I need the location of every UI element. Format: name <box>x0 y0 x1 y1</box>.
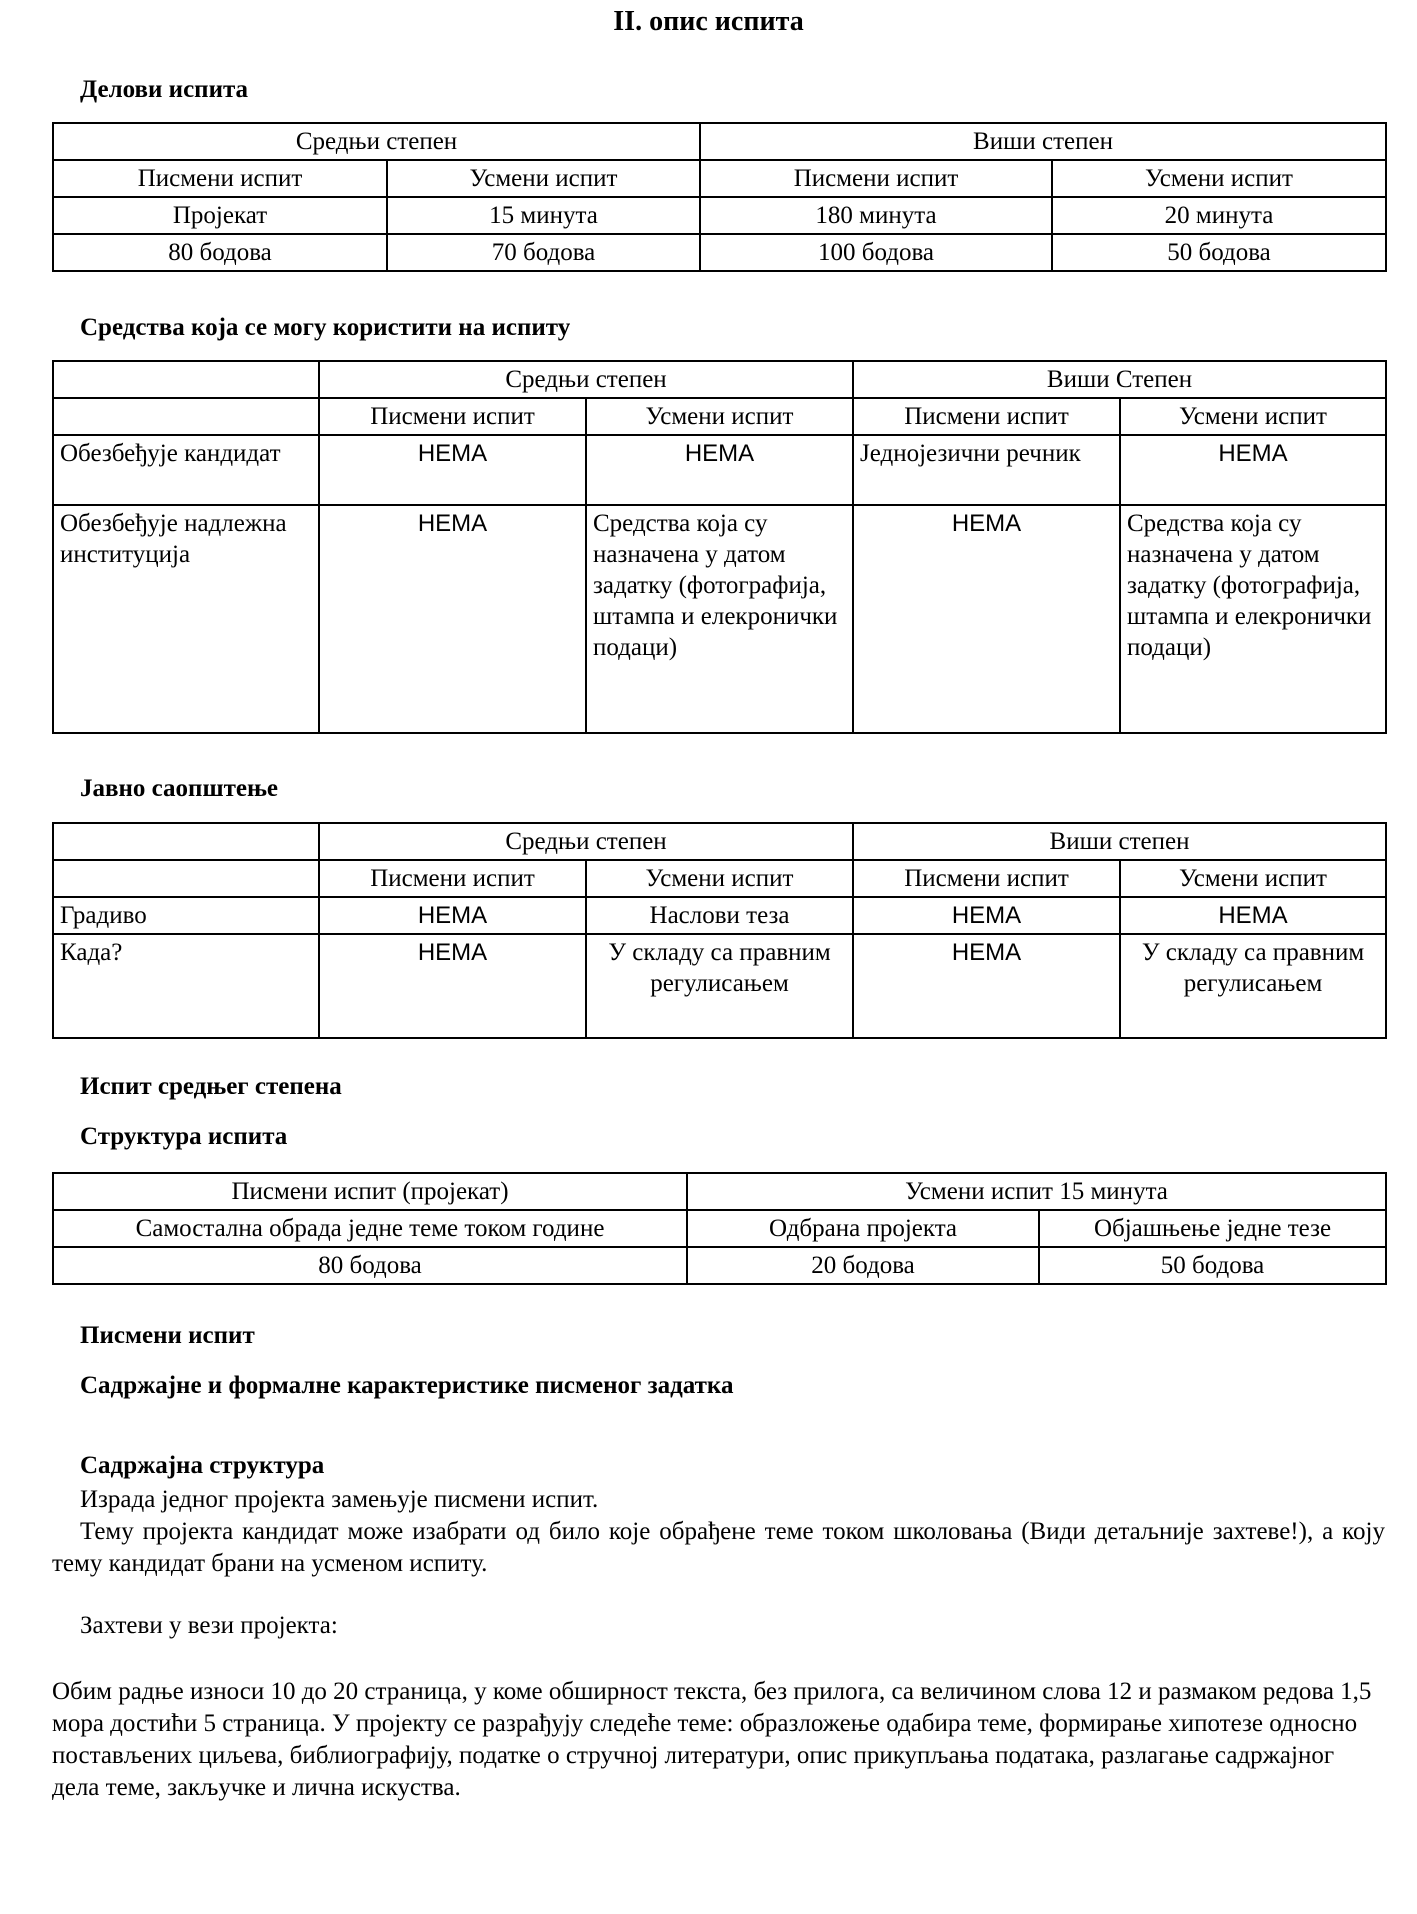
exam-parts-table <box>52 122 1387 272</box>
table-cell: Средства која су назначена у датом задатку (фотографија, штампа и елекронички подаци) <box>586 505 853 733</box>
table-header-row <box>53 123 1386 160</box>
exam-structure-table <box>52 1172 1387 1285</box>
column-header: Објашњење једне тезе <box>1039 1210 1386 1247</box>
table-cell: 50 бодова <box>1039 1247 1386 1284</box>
empty-corner-cell <box>53 398 319 435</box>
section-heading-content-structure: Садржајна структура <box>80 1452 325 1479</box>
header-middle-level: Средњи степен <box>319 361 853 398</box>
table-header-row <box>53 361 1386 398</box>
row-label: Када? <box>53 934 319 1038</box>
table-header-row <box>53 1173 1386 1210</box>
section-heading-exam-parts: Делови испита <box>80 76 249 103</box>
table-row <box>53 1247 1386 1284</box>
header-higher-level: Виши степен <box>700 123 1386 160</box>
public-announcement-table <box>52 822 1387 1039</box>
section-heading-exam-structure: Структура испита <box>80 1123 288 1150</box>
table-cell: 100 бодова <box>700 234 1052 271</box>
table-cell: НЕМА <box>853 934 1120 1038</box>
table-row <box>53 934 1386 1038</box>
header-middle-level: Средњи степен <box>53 123 700 160</box>
column-header: Писмени испит <box>53 160 387 197</box>
header-higher-level: Виши Степен <box>853 361 1386 398</box>
column-header: Усмени испит <box>387 160 700 197</box>
table-subheader-row <box>53 160 1386 197</box>
table-cell: НЕМА <box>319 934 586 1038</box>
table-cell: НЕМА <box>319 505 586 733</box>
column-header: Писмени испит <box>700 160 1052 197</box>
column-header: Одбрана пројекта <box>687 1210 1039 1247</box>
allowed-tools-table <box>52 360 1387 734</box>
page-title: II. опис испита <box>613 6 804 37</box>
table-cell: НЕМА <box>853 897 1120 934</box>
empty-corner-cell <box>53 823 319 860</box>
table-cell: 20 бодова <box>687 1247 1039 1284</box>
table-subheader-row <box>53 398 1386 435</box>
column-header: Усмени испит <box>1052 160 1386 197</box>
table-row <box>53 435 1386 505</box>
row-label: Градиво <box>53 897 319 934</box>
table-header-row <box>53 823 1386 860</box>
table-cell: 80 бодова <box>53 234 387 271</box>
header-higher-level: Виши степен <box>853 823 1386 860</box>
column-header: Усмени испит <box>1120 860 1386 897</box>
table-cell: НЕМА <box>319 897 586 934</box>
table-cell: Наслови теза <box>586 897 853 934</box>
section-heading-public-announcement: Јавно саопштење <box>80 775 278 802</box>
column-header: Писмени испит <box>853 398 1120 435</box>
table-cell: Пројекат <box>53 197 387 234</box>
paragraph: Израда једног пројекта замењује писмени испит. <box>80 1486 599 1513</box>
table-row <box>53 234 1386 271</box>
table-row <box>53 197 1386 234</box>
column-header: Самостална обрада једне теме током године <box>53 1210 687 1247</box>
column-header: Писмени испит <box>319 860 586 897</box>
column-header: Усмени испит <box>586 860 853 897</box>
empty-corner-cell <box>53 860 319 897</box>
column-header: Усмени испит <box>1120 398 1386 435</box>
column-header: Писмени испит <box>319 398 586 435</box>
table-cell: 15 минута <box>387 197 700 234</box>
column-header: Усмени испит <box>586 398 853 435</box>
column-header: Писмени испит <box>853 860 1120 897</box>
table-cell: 180 минута <box>700 197 1052 234</box>
paragraph: Захтеви у вези пројекта: <box>80 1612 338 1639</box>
paragraph: Обим радње износи 10 до 20 страница, у коме обширност текста, без прилога, са величином слова 12 и размаком редова 1,5 мора достићи 5 страница. У пројекту се разрађују следеће теме: образложење одабира теме, формирање хипотезе односно постављених циљева, библиографију, податке о стручној литератури, опис прикупљања података, разлагање садржајног дела теме, закључке и лична искуства. <box>52 1678 1372 1801</box>
section-heading-allowed-tools: Средства која се могу користити на испиту <box>80 314 571 341</box>
table-cell: Средства која су назначена у датом задатку (фотографија, штампа и елекронички подаци) <box>1120 505 1386 733</box>
header-middle-level: Средњи степен <box>319 823 853 860</box>
section-heading-written-task: Садржајне и формалне карактеристике писменог задатка <box>80 1372 734 1399</box>
row-label: Обезбеђује кандидат <box>53 435 319 505</box>
section-heading-middle-exam: Испит средњег степена <box>80 1073 342 1100</box>
table-cell: НЕМА <box>319 435 586 505</box>
table-cell: 20 минута <box>1052 197 1386 234</box>
section-heading-written-exam: Писмени испит <box>80 1322 255 1349</box>
table-cell: НЕМА <box>586 435 853 505</box>
row-label: Обезбеђује надлежна институција <box>53 505 319 733</box>
table-cell: НЕМА <box>1120 897 1386 934</box>
table-cell: НЕМА <box>853 505 1120 733</box>
paragraph: Тему пројекта кандидат може изабрати од било које обрађене теме током школовања (Види детаљније захтеве!), а коју тему кандидат брани на усменом испиту. <box>52 1518 1385 1577</box>
table-subheader-row <box>53 1210 1386 1247</box>
header-written-exam: Писмени испит (пројекат) <box>53 1173 687 1210</box>
empty-corner-cell <box>53 361 319 398</box>
table-subheader-row <box>53 860 1386 897</box>
table-row <box>53 505 1386 733</box>
table-cell: 50 бодова <box>1052 234 1386 271</box>
table-cell: Једнојезични речник <box>853 435 1120 505</box>
table-cell: 70 бодова <box>387 234 700 271</box>
table-row <box>53 897 1386 934</box>
header-oral-exam: Усмени испит 15 минута <box>687 1173 1386 1210</box>
table-cell: У складу са правним регулисањем <box>586 934 853 1038</box>
table-cell: У складу са правним регулисањем <box>1120 934 1386 1038</box>
table-cell: 80 бодова <box>53 1247 687 1284</box>
table-cell: НЕМА <box>1120 435 1386 505</box>
